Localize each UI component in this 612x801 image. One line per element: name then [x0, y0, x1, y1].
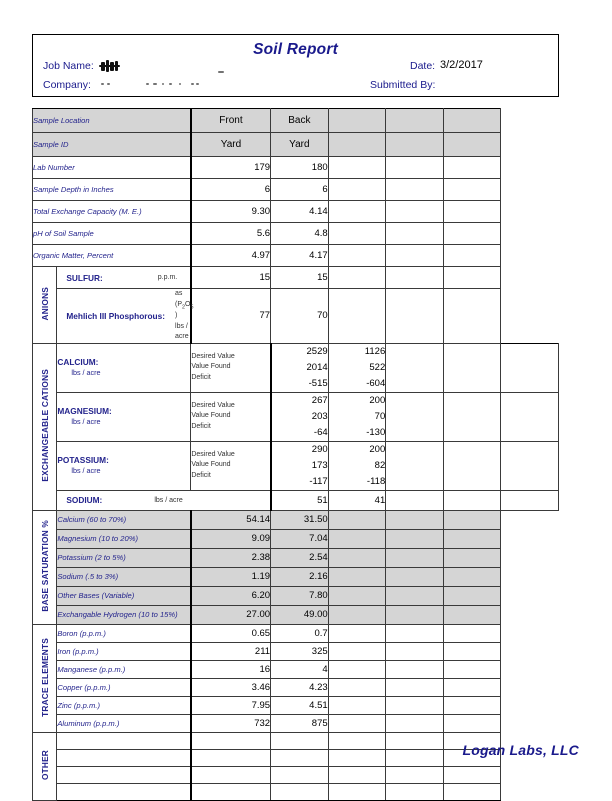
cell-value [328, 223, 386, 245]
cell-value [386, 392, 444, 409]
cell-value [443, 109, 501, 133]
cell-value [386, 490, 444, 510]
cell-value [386, 109, 444, 133]
cell-value [386, 749, 444, 766]
row-label: Copper (p.p.m.) [57, 678, 191, 696]
cell-value: -118 [328, 474, 386, 491]
cell-value [328, 548, 386, 567]
cell-value [328, 624, 386, 642]
row-trace-2 [33, 660, 559, 678]
cell-value: 15 [191, 267, 271, 289]
cell-value: 6 [191, 179, 271, 201]
row-label [57, 766, 191, 783]
sample-location-label: Sample Location [33, 109, 191, 133]
cell-value [386, 201, 444, 223]
row-base-sat-3 [33, 567, 559, 586]
cell-value: 16 [191, 660, 271, 678]
report-header-box [32, 34, 559, 97]
cell-value [443, 245, 501, 267]
cell-value [501, 343, 559, 360]
cell-value: 77 [191, 289, 271, 344]
cell-value [386, 766, 444, 783]
cell-value: 9.09 [191, 529, 271, 548]
cell-value [386, 586, 444, 605]
cell-value [386, 223, 444, 245]
cell-value [386, 441, 444, 458]
cell-value [443, 267, 501, 289]
row-label: pH of Soil Sample [33, 223, 191, 245]
cell-value [501, 441, 559, 458]
date-label: Date: [410, 60, 436, 72]
cell-value: 82 [328, 458, 386, 474]
row-label: Exchangable Hydrogen (10 to 15%) [57, 605, 191, 624]
cell-value [443, 223, 501, 245]
cell-value [328, 766, 386, 783]
row-label: Lab Number [33, 157, 191, 179]
submitted-by-label: Submitted By: [370, 79, 436, 91]
cell-value: 200 [328, 392, 386, 409]
row-sample-id [33, 133, 559, 157]
row-magnesium-desired-value [33, 392, 559, 409]
cell-value [386, 360, 444, 376]
row-label: Iron (p.p.m.) [57, 642, 191, 660]
cell-value: -515 [271, 376, 329, 393]
page-title: Soil Report [253, 41, 338, 58]
section-label-other: OTHER [33, 732, 57, 800]
cell-value [271, 732, 329, 749]
row-trace-5 [33, 714, 559, 732]
cell-value: 211 [191, 642, 271, 660]
row-trace-0 [33, 624, 559, 642]
section-label-anions: ANIONS [33, 267, 57, 344]
cell-value [386, 642, 444, 660]
cell-value [386, 624, 444, 642]
row-label: Manganese (p.p.m.) [57, 660, 191, 678]
cell-value [271, 749, 329, 766]
cell-value [191, 732, 271, 749]
row-other-2 [33, 766, 559, 783]
cell-value [328, 678, 386, 696]
section-label-exchangeable-cations: EXCHANGEABLE CATIONS [33, 343, 57, 510]
row-base-sat-2 [33, 548, 559, 567]
cell-value [386, 548, 444, 567]
soil-data-table [32, 108, 559, 801]
cell-value: 5.6 [191, 223, 271, 245]
cell-value [443, 441, 501, 458]
cell-value [386, 133, 444, 157]
row-basic-3 [33, 223, 559, 245]
cell-value [328, 660, 386, 678]
row-sulfur [33, 267, 559, 289]
cell-value: 54.14 [191, 510, 271, 529]
cell-value [501, 490, 559, 510]
row-label: Calcium (60 to 70%) [57, 510, 191, 529]
cell-value [328, 714, 386, 732]
cell-value [386, 289, 444, 344]
cell-value [443, 529, 501, 548]
cell-value: 49.00 [271, 605, 329, 624]
cell-value: 200 [328, 441, 386, 458]
row-label: Organic Matter, Percent [33, 245, 191, 267]
cell-value [386, 474, 444, 491]
cell-value [328, 642, 386, 660]
row-label: Boron (p.p.m.) [57, 624, 191, 642]
row-basic-0 [33, 157, 559, 179]
cell-value [328, 109, 386, 133]
row-label: Zinc (p.p.m.) [57, 696, 191, 714]
cell-value: 875 [271, 714, 329, 732]
cell-value: 732 [191, 714, 271, 732]
section-label-base-saturation: BASE SATURATION % [33, 510, 57, 624]
cell-value [386, 458, 444, 474]
cell-value [443, 458, 501, 474]
cell-value: 27.00 [191, 605, 271, 624]
cell-value [443, 179, 501, 201]
cell-value [191, 749, 271, 766]
row-trace-3 [33, 678, 559, 696]
cell-value [501, 392, 559, 409]
cell-value: 4.51 [271, 696, 329, 714]
job-name-label: Job Name: [43, 60, 94, 72]
row-mehlich-phosphorous [33, 289, 559, 344]
cell-value: Back [271, 109, 329, 133]
cell-value: 70 [328, 409, 386, 425]
lab-brand: Logan Labs, LLC [462, 742, 579, 758]
row-label: Mehlich III Phosphorous: as ($P_2O_5$ ) lbs / acre [57, 289, 191, 344]
cell-value: 9.30 [191, 201, 271, 223]
cell-value [443, 157, 501, 179]
cell-value [386, 267, 444, 289]
cell-value [328, 157, 386, 179]
cell-value: 15 [271, 267, 329, 289]
cell-value [386, 179, 444, 201]
cell-value: 2.16 [271, 567, 329, 586]
cell-value [191, 766, 271, 783]
cell-value [386, 714, 444, 732]
cell-value [443, 548, 501, 567]
row-basic-4 [33, 245, 559, 267]
cell-value [443, 360, 501, 376]
cell-value: 4.8 [271, 223, 329, 245]
row-label: Other Bases (Variable) [57, 586, 191, 605]
cell-value [386, 409, 444, 425]
cell-value: 7.95 [191, 696, 271, 714]
cell-value [328, 586, 386, 605]
cell-value [443, 567, 501, 586]
cell-value [386, 245, 444, 267]
cation-group-label: CALCIUM: lbs / acre [57, 343, 191, 392]
row-label: Sodium (.5 to 3%) [57, 567, 191, 586]
cell-value [386, 376, 444, 393]
row-label [57, 732, 191, 749]
row-basic-1 [33, 179, 559, 201]
cell-value: 2.54 [271, 548, 329, 567]
row-calcium-desired-value [33, 343, 559, 360]
cell-value: 173 [271, 458, 329, 474]
cell-value [443, 642, 501, 660]
cell-value: 180 [271, 157, 329, 179]
row-base-sat-0 [33, 510, 559, 529]
cell-value [328, 749, 386, 766]
cell-value: 3.46 [191, 678, 271, 696]
cell-value: -604 [328, 376, 386, 393]
cell-value: 179 [191, 157, 271, 179]
cell-value: 6 [271, 179, 329, 201]
cell-value [501, 409, 559, 425]
cell-value [443, 624, 501, 642]
row-sodium [33, 490, 559, 510]
cell-value: 7.04 [271, 529, 329, 548]
row-trace-4 [33, 696, 559, 714]
cell-value [443, 474, 501, 491]
cell-value: Front [191, 109, 271, 133]
cell-value [443, 343, 501, 360]
cell-value: 1126 [328, 343, 386, 360]
row-base-sat-5 [33, 605, 559, 624]
cell-value: 4.97 [191, 245, 271, 267]
cell-value [328, 245, 386, 267]
cation-group-label: POTASSIUM: lbs / acre [57, 441, 191, 490]
cell-value [328, 696, 386, 714]
cell-value [386, 605, 444, 624]
cell-value [443, 605, 501, 624]
cell-value: -130 [328, 425, 386, 442]
cell-value [386, 510, 444, 529]
cell-value: 4 [271, 660, 329, 678]
cell-value: 51 [271, 490, 329, 510]
row-label: Total Exchange Capacity (M. E.) [33, 201, 191, 223]
cell-value: 325 [271, 642, 329, 660]
cell-value: 2.38 [191, 548, 271, 567]
cation-sublabels: Desired Value Value Found Deficit [191, 343, 271, 392]
cell-value [328, 179, 386, 201]
row-trace-1 [33, 642, 559, 660]
cell-value [443, 586, 501, 605]
cell-value: 203 [271, 409, 329, 425]
row-base-sat-4 [33, 586, 559, 605]
row-sample-location [33, 109, 559, 133]
cell-value [501, 376, 559, 393]
cell-value [443, 678, 501, 696]
cell-value [386, 660, 444, 678]
cell-value [271, 766, 329, 783]
row-label: Magnesium (10 to 20%) [57, 529, 191, 548]
cell-value [328, 201, 386, 223]
cell-value: -64 [271, 425, 329, 442]
cell-value [443, 696, 501, 714]
cell-value [386, 732, 444, 749]
cell-value: Yard [191, 133, 271, 157]
cell-value: Yard [271, 133, 329, 157]
section-label-trace-elements: TRACE ELEMENTS [33, 624, 57, 732]
cell-value: 2014 [271, 360, 329, 376]
row-potassium-desired-value [33, 441, 559, 458]
date-value: 3/2/2017 [440, 59, 483, 71]
cell-value [443, 660, 501, 678]
cell-value: 6.20 [191, 586, 271, 605]
cell-value: 290 [271, 441, 329, 458]
cell-value [386, 696, 444, 714]
cell-value: 4.23 [271, 678, 329, 696]
cation-sublabels: Desired Value Value Found Deficit [191, 392, 271, 441]
cell-value [443, 714, 501, 732]
cell-value: 7.80 [271, 586, 329, 605]
cell-value [443, 201, 501, 223]
cell-value [328, 289, 386, 344]
row-basic-2 [33, 201, 559, 223]
cell-value [328, 133, 386, 157]
cell-value: 0.7 [271, 624, 329, 642]
cell-value [386, 425, 444, 442]
cell-value: 522 [328, 360, 386, 376]
row-label: Aluminum (p.p.m.) [57, 714, 191, 732]
cell-value [443, 510, 501, 529]
cell-value [328, 567, 386, 586]
cell-value [328, 267, 386, 289]
cell-value [386, 678, 444, 696]
sample-id-label: Sample ID [33, 133, 191, 157]
cell-value [501, 458, 559, 474]
cell-value [386, 567, 444, 586]
cell-value [386, 157, 444, 179]
cell-value [443, 425, 501, 442]
cell-value [443, 409, 501, 425]
cell-value [328, 605, 386, 624]
cation-sublabels: Desired Value Value Found Deficit [191, 441, 271, 490]
cell-value [501, 360, 559, 376]
company-label: Company: [43, 79, 91, 91]
cell-value: 4.17 [271, 245, 329, 267]
cell-value: 4.14 [271, 201, 329, 223]
row-label: Sample Depth in Inches [33, 179, 191, 201]
cell-value [443, 392, 501, 409]
cell-value [443, 490, 501, 510]
cell-value: 70 [271, 289, 329, 344]
cell-value: -117 [271, 474, 329, 491]
row-label [57, 749, 191, 766]
cell-value [443, 766, 501, 783]
row-label: SULFUR: p.p.m. [57, 267, 191, 289]
cation-group-label: MAGNESIUM: lbs / acre [57, 392, 191, 441]
cell-value [328, 732, 386, 749]
cell-value [328, 529, 386, 548]
row-label: Potassium (2 to 5%) [57, 548, 191, 567]
cell-value: 41 [328, 490, 386, 510]
cell-value: 1.19 [191, 567, 271, 586]
cell-value [443, 376, 501, 393]
cell-value [443, 289, 501, 344]
cell-value [386, 529, 444, 548]
cell-value [501, 474, 559, 491]
cell-value: 2529 [271, 343, 329, 360]
cell-value [443, 133, 501, 157]
cell-value [386, 343, 444, 360]
cell-value: 31.50 [271, 510, 329, 529]
row-label: SODIUM: lbs / acre [57, 490, 271, 510]
cell-value [328, 510, 386, 529]
cell-value [501, 425, 559, 442]
cell-value: 267 [271, 392, 329, 409]
cell-value: 0.65 [191, 624, 271, 642]
row-base-sat-1 [33, 529, 559, 548]
